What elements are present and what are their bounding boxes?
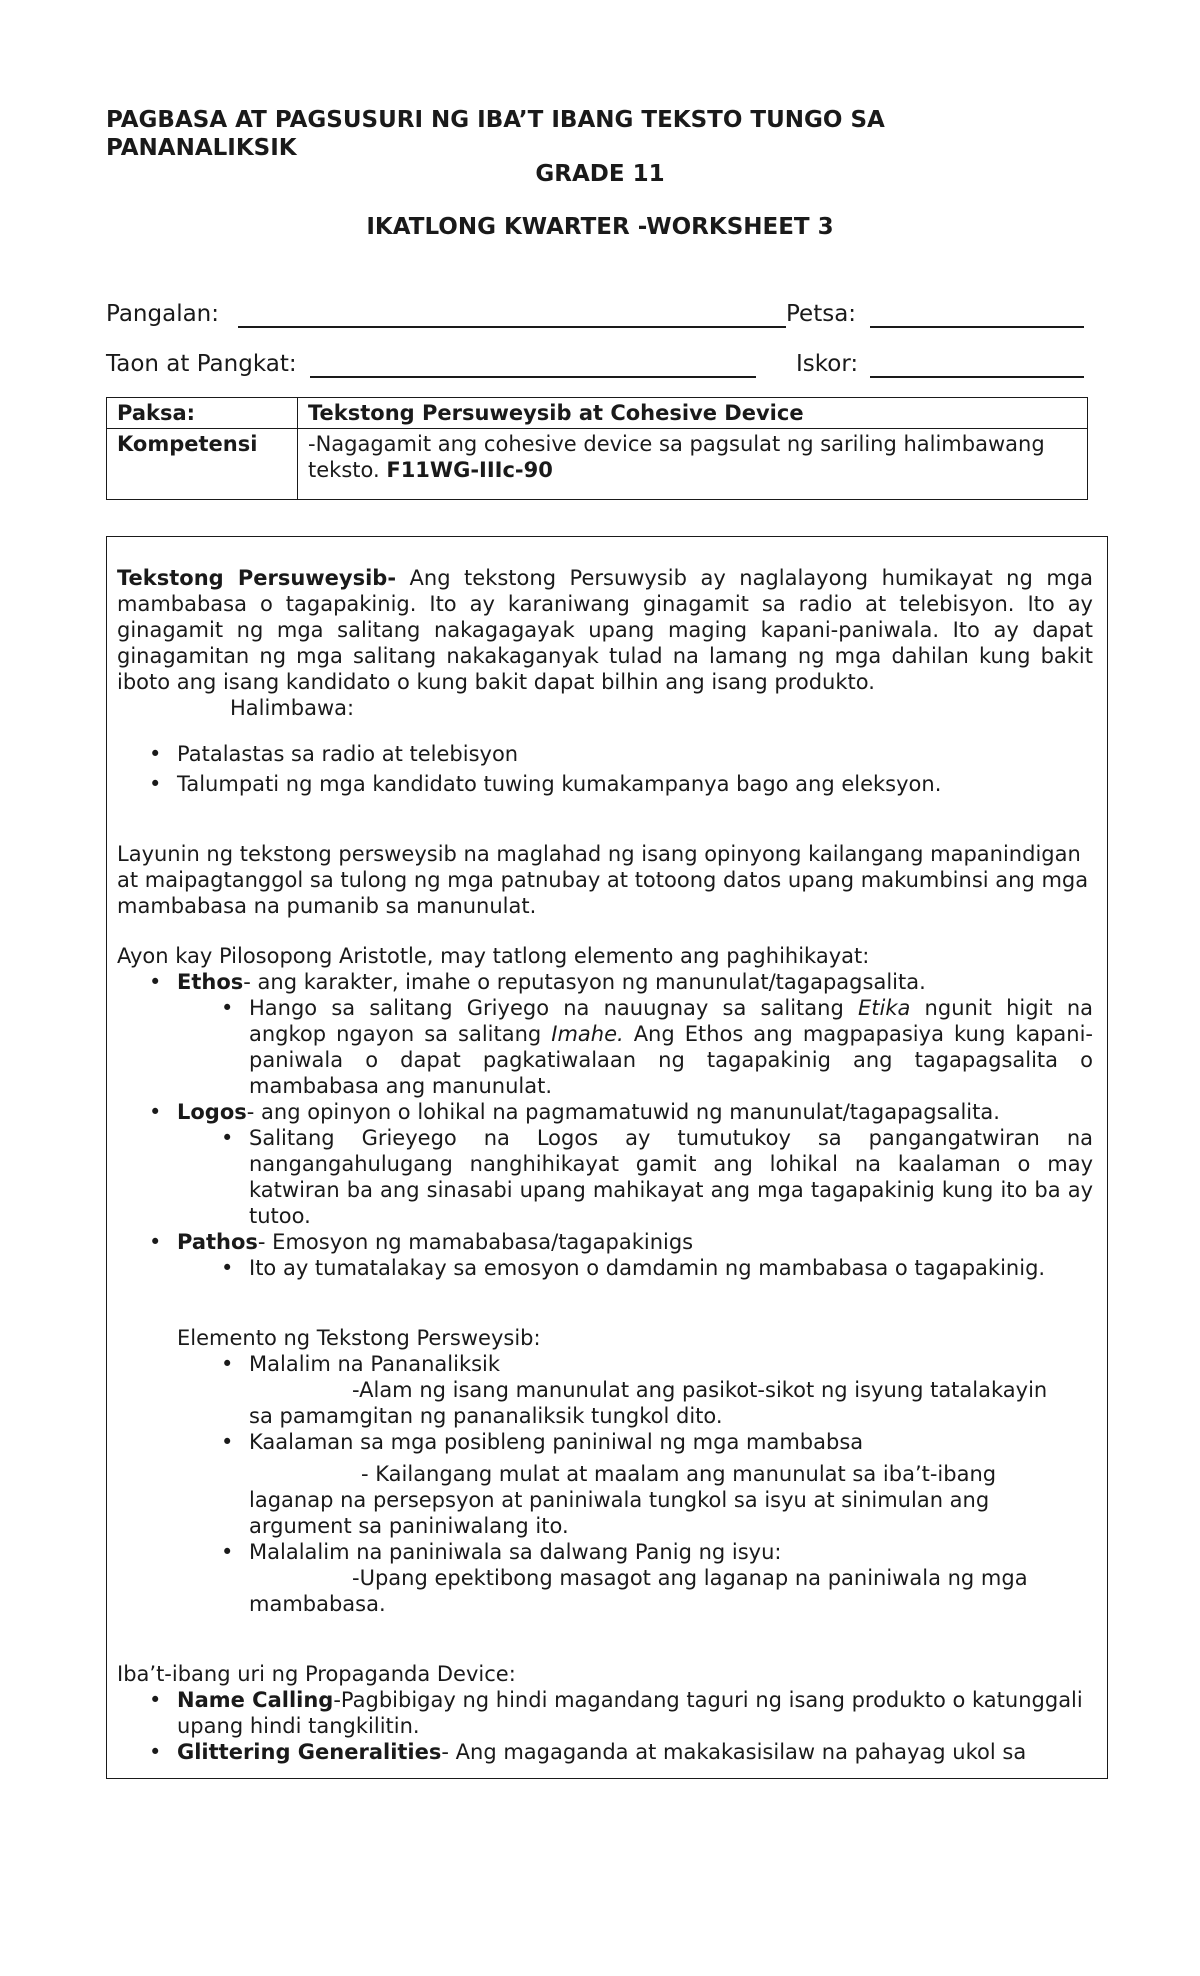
ethos-detail-etika: Etika <box>857 996 911 1020</box>
bullet-icon: • <box>221 1540 234 1564</box>
competency-code: F11WG-IIIc-90 <box>386 458 553 482</box>
propaganda-title: Iba’t-ibang uri ng Propaganda Device: <box>117 1662 516 1686</box>
list-item <box>117 771 1093 797</box>
document-title: PAGBASA AT PAGSUSURI NG IBA’T IBANG TEKSTO TUNGO SA PANANALIKSIK <box>106 107 885 161</box>
element-1-title: Malalim na Pananaliksik <box>249 1352 501 1376</box>
bullet-icon: • <box>149 742 162 766</box>
date-label: Petsa: <box>786 301 857 327</box>
definition-paragraph <box>117 565 1093 695</box>
bullet-icon: • <box>149 970 162 994</box>
logos-term: Logos <box>177 1100 247 1124</box>
ethos-detail-1: Hango sa salitang Griyego na nauugnay sa salitang <box>249 996 858 1020</box>
list-item <box>117 969 1093 995</box>
ethos-definition: - ang karakter, imahe o reputasyon ng manunulat/tagapagsalita. <box>243 970 926 994</box>
grade-heading: GRADE 11 <box>535 161 665 187</box>
list-item <box>117 1255 1093 1281</box>
list-item <box>117 1539 1093 1565</box>
element-3-desc-b: mambabasa. <box>249 1592 386 1616</box>
propaganda-1-definition: -Pagbibigay ng hindi magandang taguri ng isang produkto o katunggali upang hindi tangkilitin. <box>177 1688 1083 1738</box>
bullet-icon: • <box>221 1352 234 1376</box>
element-2-desc-a: - Kailangang mulat at maalam ang manunulat sa iba’t-ibang <box>361 1462 997 1486</box>
propaganda-2-definition: - Ang magaganda at makakasisilaw na pahayag ukol sa <box>441 1740 1027 1764</box>
bullet-icon: • <box>149 772 162 796</box>
example-1: Patalastas sa radio at telebisyon <box>177 742 519 766</box>
topic-value: Tekstong Persuweysib at Cohesive Device <box>298 398 1088 429</box>
example-label: Halimbawa: <box>230 696 355 720</box>
list-item <box>117 1687 1093 1739</box>
element-3-desc-a: -Upang epektibong masagot ang laganap na paniniwala ng mga <box>352 1566 1028 1590</box>
definition-text: Ang tekstong Persuwysib ay naglalayong humikayat ng mga mambabasa o tagapakinig. Ito ay karaniwang ginagamit sa radio at telebisyon. Ito ay ginagamit ng mga salitang nakagagayak upang maging kapani-paniwala. Ito ay dapat ginagamitan ng mga salitang nakakaganyak tulad na lamang ng mga dahilan kung bakit iboto ang isang kandidato o kung bakit dapat bilhin ang isang produkto. <box>117 566 1093 694</box>
aristotle-intro: Ayon kay Pilosopong Aristotle, may tatlong elemento ang paghihikayat: <box>117 944 870 968</box>
elements-title: Elemento ng Tekstong Persweysib: <box>177 1326 541 1350</box>
bullet-icon: • <box>221 1430 234 1454</box>
ethos-detail-imahe: Imahe. <box>551 1022 624 1046</box>
competency-label: Kompetensi <box>107 429 298 500</box>
list-item <box>117 1351 1093 1377</box>
bullet-icon: • <box>149 1740 162 1764</box>
bullet-icon: • <box>149 1100 162 1124</box>
definition-term: Tekstong Persuweysib- <box>117 566 397 590</box>
list-item <box>117 1739 1093 1765</box>
competency-cell <box>298 429 1088 500</box>
logos-definition: - ang opinyon o lohikal na pagmamatuwid ng manunulat/tagapagsalita. <box>246 1100 1000 1124</box>
bullet-icon: • <box>221 996 234 1020</box>
ethos-detail-2: ngunit higit na angkop ngayon sa salitang <box>249 996 1094 1046</box>
list-item <box>117 1125 1093 1229</box>
lesson-content-box <box>106 536 1108 1779</box>
ethos-detail-3: Ang Ethos ang magpapasiya kung kapani-paniwala o dapat pagkatiwalaan ng tagapakinig ang tagapagsalita o mambabasa ang manunulat. <box>249 1022 1093 1098</box>
bullet-icon: • <box>221 1256 234 1280</box>
element-3-title: Malalalim na paniniwala sa dalwang Panig ng isyu: <box>249 1540 782 1564</box>
info-table <box>106 397 1088 500</box>
competency-row <box>107 429 1088 500</box>
competency-value: -Nagagamit ang cohesive device sa pagsulat ng sariling halimbawang teksto. <box>308 432 1045 482</box>
logos-detail: Salitang Grieyego na Logos ay tumutukoy sa pangangatwiran na nangangahulugang nanghihikayat gamit ang lohikal na kaalaman o may katwiran ba ang sinasabi upang mahikayat ang mga tagapakinig kung ito ba ay tutoo. <box>249 1126 1093 1228</box>
list-item <box>117 995 1093 1099</box>
list-item <box>117 1429 1093 1455</box>
worksheet-heading: IKATLONG KWARTER -WORKSHEET 3 <box>366 214 834 240</box>
pathos-term: Pathos <box>177 1230 258 1254</box>
date-input-line[interactable] <box>870 326 1084 328</box>
propaganda-1-term: Name Calling <box>177 1688 334 1712</box>
section-input-line[interactable] <box>310 376 756 378</box>
element-1-desc-a: -Alam ng isang manunulat ang pasikot-sikot ng isyung tatalakayin <box>352 1378 1048 1402</box>
ethos-term: Ethos <box>177 970 244 994</box>
propaganda-2-term: Glittering Generalities <box>177 1740 442 1764</box>
topic-row <box>107 398 1088 429</box>
element-2-desc-b: laganap na persepsyon at paniniwala tungkol sa isyu at sinimulan ang <box>249 1488 990 1512</box>
name-input-line[interactable] <box>238 326 786 328</box>
element-1-desc-b: sa pamamgitan ng pananaliksik tungkol dito. <box>249 1404 723 1428</box>
list-item <box>117 741 1093 767</box>
pathos-definition: - Emosyon ng mamababasa/tagapakinigs <box>257 1230 694 1254</box>
element-2-desc-c: argument sa paniniwalang ito. <box>249 1514 569 1538</box>
purpose-paragraph: Layunin ng tekstong persweysib na maglahad ng isang opinyong kailangang mapanindigan at maipagtanggol sa tulong ng mga patnubay at totoong datos upang makumbinsi ang mga mambabasa na pumanib sa manunulat. <box>117 842 1089 918</box>
score-label: Iskor: <box>796 351 859 377</box>
list-item <box>117 1099 1093 1125</box>
name-label: Pangalan: <box>106 301 220 327</box>
list-item <box>117 1229 1093 1255</box>
element-2-title: Kaalaman sa mga posibleng paniniwal ng mga mambabsa <box>249 1430 864 1454</box>
bullet-icon: • <box>221 1126 234 1150</box>
section-label: Taon at Pangkat: <box>106 351 297 377</box>
pathos-detail: Ito ay tumatalakay sa emosyon o damdamin ng mambabasa o tagapakinig. <box>249 1256 1046 1280</box>
example-2: Talumpati ng mga kandidato tuwing kumakampanya bago ang eleksyon. <box>177 772 942 796</box>
score-input-line[interactable] <box>870 376 1084 378</box>
bullet-icon: • <box>149 1688 162 1712</box>
topic-label: Paksa: <box>107 398 298 429</box>
bullet-icon: • <box>149 1230 162 1254</box>
